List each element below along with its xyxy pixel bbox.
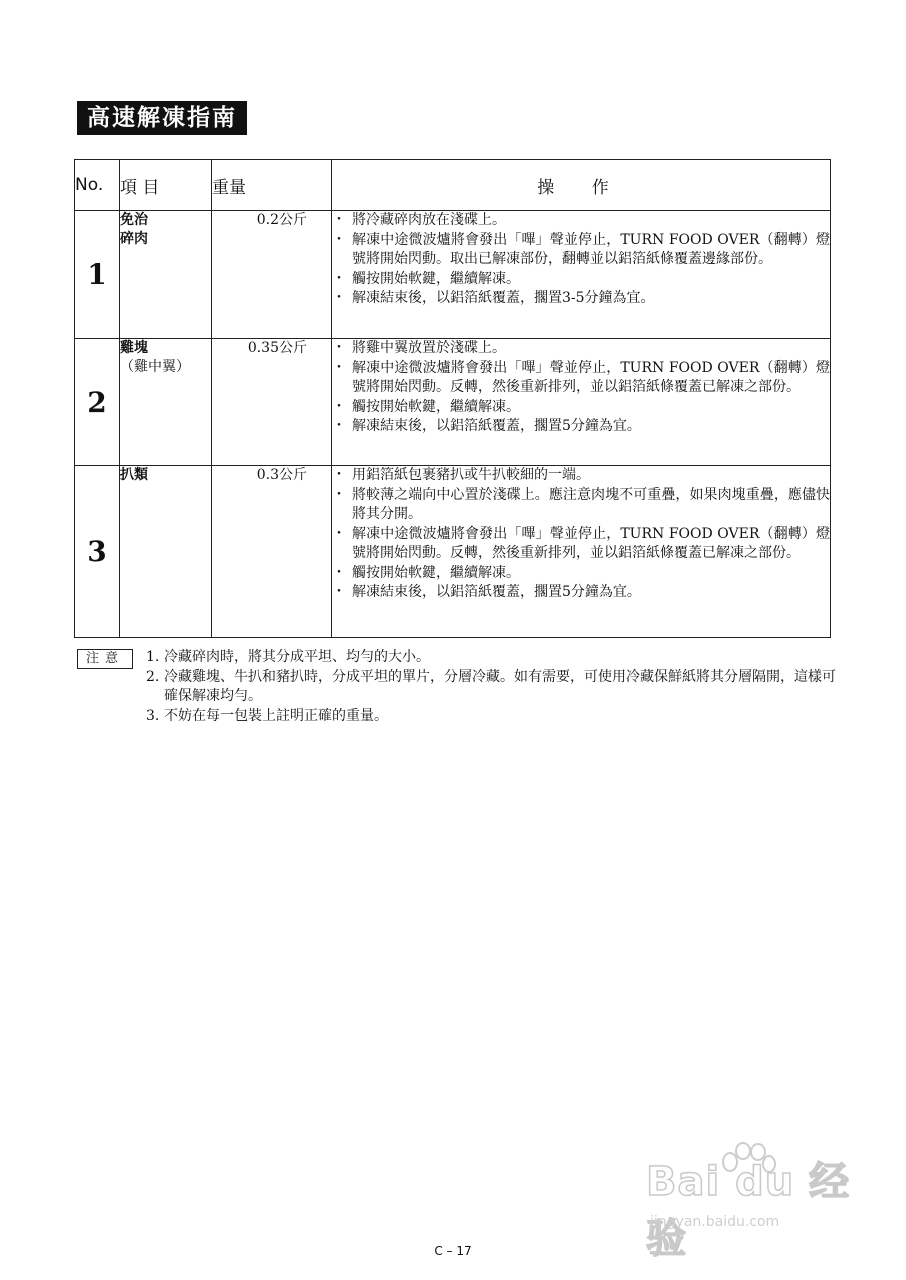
watermark-url: jingyan.baidu.com <box>650 1214 780 1230</box>
item-weight: 0.3公斤 <box>212 466 332 638</box>
defrost-guide-table <box>74 159 831 638</box>
watermark-brand: Bai du 经验 <box>646 1159 851 1262</box>
step-item: ・ 觸按開始軟鍵，繼續解凍。 <box>332 270 830 290</box>
notes-label: 注意 <box>77 649 133 669</box>
item-name: 扒類 <box>120 466 212 638</box>
header-operation: 操 作 <box>332 160 831 211</box>
baidu-watermark <box>640 1150 860 1262</box>
row-number: 3 <box>75 466 120 638</box>
header-no: No. <box>75 160 120 211</box>
step-item: ・ 將冷藏碎肉放在淺碟上。 <box>332 211 830 231</box>
step-item: ・ 解凍結束後，以鋁箔紙覆蓋，擱置3-5分鐘為宜。 <box>332 289 830 309</box>
page-title: 高速解凍指南 <box>77 101 247 135</box>
item-weight: 0.35公斤 <box>212 339 332 466</box>
table-row <box>75 211 831 339</box>
page-number: C – 17 <box>434 1244 472 1258</box>
step-item: ・ 將雞中翼放置於淺碟上。 <box>332 339 830 359</box>
item-weight: 0.2公斤 <box>212 211 332 339</box>
step-item: ・ 用鋁箔紙包裹豬扒或牛扒較細的一端。 <box>332 466 830 486</box>
table-row <box>75 339 831 466</box>
row-number: 2 <box>75 339 120 466</box>
header-weight: 重量 <box>212 160 332 211</box>
step-item: ・ 解凍中途微波爐將會發出「嗶」聲並停止，TURN FOOD OVER（翻轉）燈號將開始閃動。反轉，然後重新排列，並以鋁箔紙條覆蓋已解凍之部份。 <box>332 359 830 398</box>
item-name: 免治 碎肉 <box>120 211 212 339</box>
operation-steps <box>332 339 831 466</box>
step-item: ・ 觸按開始軟鍵，繼續解凍。 <box>332 398 830 418</box>
header-item: 項 目 <box>120 160 212 211</box>
step-item: ・ 解凍中途微波爐將會發出「嗶」聲並停止，TURN FOOD OVER（翻轉）燈號將開始閃動。反轉，然後重新排列，並以鋁箔紙條覆蓋已解凍之部份。 <box>332 525 830 564</box>
note-item: 3. 不妨在每一包裝上註明正確的重量。 <box>146 707 388 724</box>
operation-steps <box>332 211 831 339</box>
table-row <box>75 466 831 638</box>
step-item: ・ 解凍結束後，以鋁箔紙覆蓋，擱置5分鐘為宜。 <box>332 417 830 437</box>
step-item: ・ 解凍中途微波爐將會發出「嗶」聲並停止，TURN FOOD OVER（翻轉）燈號將開始閃動。取出已解凍部份，翻轉並以鋁箔紙條覆蓋邊緣部份。 <box>332 231 830 270</box>
note-item: 1. 冷藏碎肉時，將其分成平坦、均勻的大小。 <box>146 649 430 665</box>
step-item: ・ 觸按開始軟鍵，繼續解凍。 <box>332 564 830 584</box>
step-item: ・ 將較薄之端向中心置於淺碟上。應注意肉塊不可重疊，如果肉塊重疊，應儘快將其分開。 <box>332 486 830 525</box>
step-item: ・ 解凍結束後，以鋁箔紙覆蓋，擱置5分鐘為宜。 <box>332 583 830 603</box>
notes-section <box>77 648 837 726</box>
operation-steps <box>332 466 831 638</box>
item-name: 雞塊 （雞中翼） <box>120 339 212 466</box>
row-number: 1 <box>75 211 120 339</box>
table-header-row <box>75 160 831 211</box>
note-item: 2. 冷藏雞塊、牛扒和豬扒時，分成平坦的單片，分層冷藏。如有需要，可使用冷藏保鮮紙將其分層隔開，這樣可確保解凍均勻。 <box>146 668 836 704</box>
